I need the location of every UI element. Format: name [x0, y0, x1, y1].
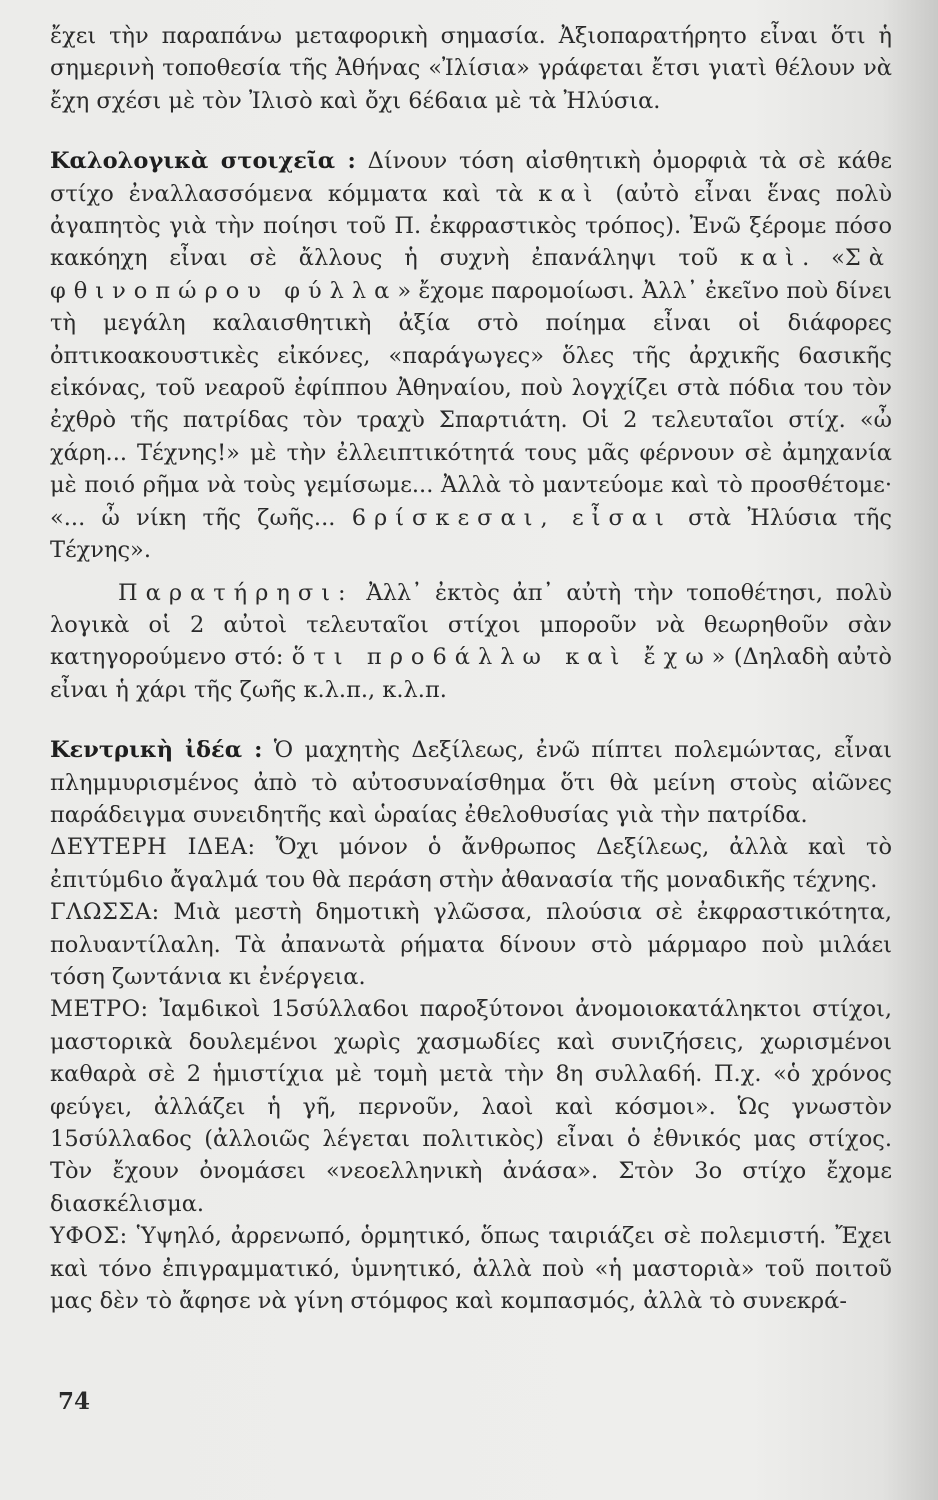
- heading-metro: ΜΕΤΡΟ:: [50, 996, 149, 1023]
- heading-kentriki-idea: Κεντρικὴ ἰδέα :: [50, 737, 263, 764]
- heading-deuteri-idea: ΔΕΥΤΕΡΗ ΙΔΕΑ:: [50, 834, 256, 861]
- paragraph-kalologika: Καλολογικὰ στοιχεῖα : Δίνουν τόση αἰσθητικὴ ὀμορφιὰ τὰ σὲ κάθε στίχο ἐναλλασσόμενα κόμματα καὶ τὰ καὶ (αὐτὸ εἶναι ἕνας πολὺ ἀγαπητὸς γιὰ τὴν ποίησι τοῦ Π. ἐκφραστικὸς τρόπος). Ἐνῶ ξέρομε πόσο κακόηχη εἶναι σὲ ἄλλους ἡ συχνὴ ἐπανάληψι τοῦ καὶ. «Σὰ φθινοπώρου φύλλα» ἔχομε παρομοίωσι. Ἀλλ᾽ ἐκεῖνο ποὺ δίνει τὴ μεγάλη καλαισθητικὴ ἀξία στὸ ποίημα εἶναι οἱ διάφορες ὀπτικοακουστικὲς εἰκόνες, «παράγωγες» ὅλες τῆς ἀρχικῆς 6ασικῆς εἰκόνας, τοῦ νεαροῦ ἐφίππου Ἀθηναίου, ποὺ λογχίζει στὰ πόδια του τὸν ἐχθρὸ τῆς πατρίδας τὸν τραχὺ Σπαρτιάτη. Οἱ 2 τελευταῖοι στίχ. «ὦ χάρη... Τέχνης!» μὲ τὴν ἐλλειπτικότητά τους μᾶς φέρνουν σὲ ἀμηχανία μὲ ποιό ρῆμα νὰ τοὺς γεμίσωμε... Ἀλλὰ τὸ μαντεύομε καὶ τὸ προσθέτομε· «... ὦ νίκη τῆς ζωῆς... 6ρίσκεσαι, εἶσαι στὰ Ἠλύσια τῆς Τέχνης».: [50, 148, 892, 564]
- heading-paratirisi: Παρατήρησι:: [118, 579, 354, 606]
- spaced-word-kai: καὶ: [739, 245, 803, 272]
- page-text: [50, 20, 892, 1317]
- paragraph-kentriki-idea: Κεντρικὴ ἰδέα : Ὁ μαχητὴς Δεξίλεως, ἐνῶ πίπτει πολεμώντας, εἶναι πλημμυρισμένος ἀπὸ τὸ αὐτοσυναίσθημα ὅτι θὰ μείνη στοὺς αἰῶνες παράδειγμα συνειδητῆς καὶ ὡραίας ἐθελοθυσίας γιὰ τὴν πατρίδα.: [50, 737, 892, 828]
- spaced-word-briskesai: 6ρίσκεσαι,: [351, 504, 556, 531]
- heading-yfos: ΥΦΟΣ:: [50, 1223, 128, 1250]
- paragraph-deuteri-idea: ΔΕΥΤΕΡΗ ΙΔΕΑ: Ὄχι μόνον ὁ ἄνθρωπος Δεξίλεως, ἀλλὰ καὶ τὸ ἐπιτύμ6ιο ἄγαλμά του θὰ περάση στὴν ἀθανασία τῆς μοναδικῆς τέχνης.: [50, 834, 893, 893]
- page-number: 74: [58, 1388, 91, 1415]
- spaced-word-eisai: εἶσαι: [571, 504, 672, 531]
- spaced-quote-provallo: ὅτι προ6άλλω καὶ ἔχω: [291, 644, 712, 671]
- heading-kalologika: Καλολογικὰ στοιχεῖα :: [50, 148, 356, 175]
- paragraph-paratirisi: Παρατήρησι: Ἀλλ᾽ ἐκτὸς ἀπ᾽ αὐτὴ τὴν τοποθέτησι, πολὺ λογικὰ οἱ 2 αὐτοὶ τελευταῖοι στίχοι μποροῦν νὰ θεωρηθοῦν σὰν κατηγορούμενο στό: ὅτι προ6άλλω καὶ ἔχω» (Δηλαδὴ αὐτὸ εἶναι ἡ χάρι τῆς ζωῆς κ.λ.π., κ.λ.π.: [50, 579, 892, 703]
- paragraph-glossa: ΓΛΩΣΣΑ: Μιὰ μεστὴ δημοτικὴ γλῶσσα, πλούσια σὲ ἐκφραστικότητα, πολυαντίλαλη. Τὰ ἀπανωτὰ ρήματα δίνουν στὸ μάρμαρο ποὺ μιλάει τόση ζωντάνια κι ἐνέργεια.: [50, 899, 892, 990]
- paragraph-intro: ἔχει τὴν παραπάνω μεταφορικὴ σημασία. Ἀξιοπαρατήρητο εἶναι ὅτι ἡ σημερινὴ τοποθεσία τῆς Ἀθήνας «Ἰλίσια» γράφεται ἔτσι γιατὶ θέλουν νὰ ἔχη σχέσι μὲ τὸν Ἰλισὸ καὶ ὄχι 6έ6αια μὲ τὰ Ἠλύσια.: [50, 23, 892, 114]
- spaced-quote-simile: Σὰ φθινοπώρου φύλλα: [50, 245, 892, 304]
- spaced-word-kai: καὶ: [538, 180, 601, 207]
- heading-glossa: ΓΛΩΣΣΑ:: [50, 899, 160, 926]
- paragraph-metro: ΜΕΤΡΟ: Ἰαμ6ικοὶ 15σύλλα6οι παροξύτονοι ἀνομοιοκατάληκτοι στίχοι, μαστορικὰ δουλεμένοι χωρὶς χασμωδίες καὶ συνιζήσεις, χωρισμένοι καθαρὰ σὲ 2 ἡμιστίχια μὲ τομὴ μετὰ τὴν 8η συλλα6ή. Π.χ. «ὁ χρόνος φεύγει, ἀλλάζει ἡ γῆ, περνοῦν, λαοὶ καὶ κόσμοι». Ὡς γνωστὸν 15σύλλα6ος (ἀλλοιῶς λέγεται πολιτικὸς) εἶναι ὁ ἐθνικός μας στίχος. Τὸν ἔχουν ὀνομάσει «νεοελληνικὴ ἀνάσα». Στὸν 3ο στίχο ἔχομε διασκέλισμα.: [50, 996, 892, 1217]
- paragraph-yfos: ΥΦΟΣ: Ὑψηλό, ἀρρενωπό, ὁρμητικό, ὅπως ταιριάζει σὲ πολεμιστή. Ἔχει καὶ τόνο ἐπιγραμματικό, ὑμνητικό, ἀλλὰ ποὺ «ἡ μαστοριὰ» τοῦ ποιτοῦ μας δὲν τὸ ἄφησε νὰ γίνη στόμφος καὶ κομπασμός, ἀλλὰ τὸ συνεκρά-: [50, 1223, 892, 1315]
